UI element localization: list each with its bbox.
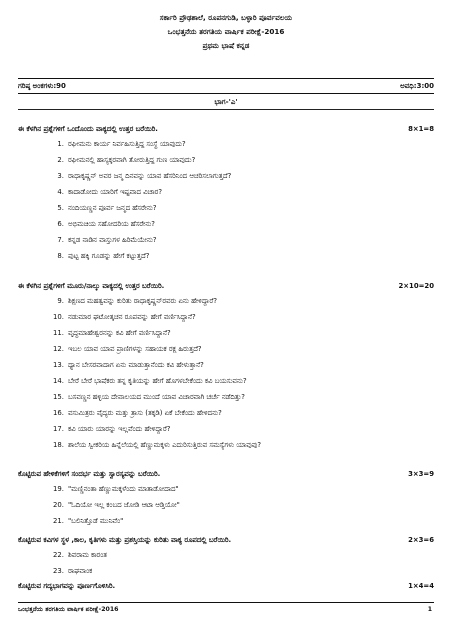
question-6: 6. ಅಭಿಮಚಿಯ ಸಹೋದರಿಯ ಹೆಸರೇನು? (57, 220, 155, 228)
part-label: ಭಾಗ-'ಎ' (214, 97, 238, 106)
question-19: 19. "ಮಣ್ಣಿನಂತಾ ಹೆಣ್ಣುಮಕ್ಕಳೆಂದು ಮಾತಾಡೋದಾದ" (53, 485, 179, 493)
question-23: 23. ರಾಘವಾಂಕ (53, 567, 93, 575)
question-22: 22. ಶಿವರಾಮ ಕಾರಂತ (53, 551, 107, 559)
section-5-title: ಕೊಟ್ಟಿರುವ ಗದ್ಯಭಾಗವನ್ನು ಪೂರ್ಣಗೊಳಿಸಿರಿ. (18, 582, 116, 590)
part-rule (18, 109, 434, 110)
section-5-heading (18, 582, 434, 591)
exam-title: ಒಂಭತ್ತನೆಯ ತರಗತಿಯ ವಾರ್ಷಿಕ ಪರೀಕ್ಷೆ-2016 (167, 27, 285, 36)
footer-rule (18, 602, 434, 603)
page-number: 1 (427, 606, 432, 613)
section-4-title: ಕೊಟ್ಟಿರುವ ಕವಿಗಳ ಸ್ಥಳ ,ಕಾಲ, ಕೃತಿಗಳು ಮತ್ತು ಪ್ರಶಸ್ತಿಯನ್ನು ಕುರಿತು ವಾಕ್ಯ ರೂಪದಲ್ಲಿ ಬರೆಯಿರಿ. (18, 536, 232, 544)
section-2-title: ಈ ಕೆಳಗಿನ ಪ್ರಶ್ನೆಗಳಿಗೆ ಮೂರು/ನಾಲ್ಕು ವಾಕ್ಯದಲ್ಲಿ ಉತ್ತರ ಬರೆಯಿರಿ. (18, 282, 165, 290)
question-17: 17. ಕವಿ ಯಾರು ಯಾರನ್ನು ಇಲ್ಲವೆಂದು ಹೇಳಿದ್ದಾರೆ? (53, 425, 171, 433)
question-21: 21. "ಬಲಿನಿತ್ತೊಡೆ ಮುನಿವೆಂ" (53, 517, 124, 525)
question-20: 20. "ಓದಿಯೋ ಇಲ್ಲ ಕಂಬದ ಜೋಡಿ ಆಟಾ ಆಡ್ತಿಯೋ" (53, 501, 180, 509)
section-1-marks: 8×1=8 (408, 125, 434, 133)
subject-title: ಪ್ರಥಮ ಭಾಷೆ ಕನ್ನಡ (202, 41, 250, 50)
question-5: 5. ನಂದಿಯಣ್ಣನ ಪೂರ್ವ ಜನ್ಮದ ಹೆಸರೇನು? (57, 204, 157, 212)
section-2-marks: 2×10=20 (398, 282, 434, 290)
header-rule-top (18, 78, 434, 79)
section-3-title: ಕೊಟ್ಟಿರುವ ಹೇಳಿಕೆಗಳಿಗೆ ಸಂದರ್ಭ ಮತ್ತು ಸ್ವಾರಸ್ಯವನ್ನು ಬರೆಯಿರಿ. (18, 470, 161, 478)
school-name: ಸರ್ಕಾರಿ ಪ್ರೌಢಶಾಲೆ, ರೂಪನಗುಡಿ, ಬಳ್ಳಾರಿ ಪೂರ್ವವಲಯ (159, 13, 293, 22)
duration: ಅವಧಿ:3:00 (400, 82, 434, 90)
question-18: 18. ಶಾಲೆಯ ಸ್ವೀಕರಿಯ ಹಿನ್ನೆಲೆಯಲ್ಲಿ ಹೆಣ್ಣುಮಕ್ಕಳು ಎದುರಿಸುತ್ತಿರುವ ಸಮಸ್ಯೆಗಳು ಯಾವುವು? (53, 441, 261, 449)
section-2-heading (18, 282, 434, 291)
question-4: 4. ಕಾದಾಡೋದು ಯಾರಿಗೆ ಇಷ್ಟವಾದ ವಿಚಾರ? (57, 188, 162, 196)
header-rule-bottom (18, 93, 434, 94)
question-2: 2. ರಘೀಮನಲ್ಲಿ ಹಾಸ್ಯಕ್ಕರವಾಗಿ ತೋರುತ್ತಿದ್ದ ಗುಣ ಯಾವುದು? (57, 156, 196, 164)
max-marks: ಗರಿಷ್ಠ ಅಂಕಗಳು:90 (18, 82, 66, 90)
section-4-heading (18, 536, 434, 545)
section-3-heading (18, 470, 434, 479)
question-1: 1. ರಘೀಮನು ಕಾರ್ಯ ನಿರ್ವಹಿಸುತ್ತಿದ್ದ ಸಂಸ್ಥೆ ಯಾವುದು? (57, 140, 186, 148)
question-13: 13. ಧ್ಯಾನ ಬೇಸರವಾದಾಗ ಏನು ಮಾಡುತ್ತಾನೆಂದು ಕವಿ ಹೇಳುತ್ತಾನೆ? (53, 361, 204, 369)
question-12: 12. ಇಬಲ ಯಾವ ಯಾವ ಪ್ರಾಣಿಗಳನ್ನು ಸಹಾಯಕ ರಕ್ಷ ಹಿರುತ್ತದೆ? (53, 345, 202, 353)
question-9: 9. ಶಿಕ್ಷಣದ ಮಹತ್ವವನ್ನು ಕುರಿತು ರಾಧಾಕೃಷ್ಣನ್‌ರವರು ಏನು ಹೇಳಿದ್ದಾರೆ? (57, 297, 218, 305)
section-1-heading (18, 125, 434, 134)
section-5-marks: 1×4=4 (408, 582, 434, 590)
section-4-marks: 2×3=6 (408, 536, 434, 544)
question-3: 3. ರಾಧಾಕೃಷ್ಣನ್ ಅವರ ಜನ್ಮ ದಿನವನ್ನು ಯಾವ ಹೆಸರಿನಿಂದ ಆಚರಿಸಲಾಗುತ್ತದೆ? (57, 172, 232, 180)
question-8: 8. ಪುಟ್ಟ ಹಕ್ಕಿ ಗೂಡನ್ನು ಹೇಗೆ ಕಟ್ಟುತ್ತದೆ? (57, 252, 150, 260)
question-11: 11. ವೃದ್ಧಮಾಹೇಶ್ವರನನ್ನು ಕವಿ ಹೇಗೆ ವರ್ಣಿಸಿದ್ದಾನೆ? (53, 329, 171, 337)
section-1-title: ಈ ಕೆಳಗಿನ ಪ್ರಶ್ನೆಗಳಿಗೆ ಒಂದೊಂದು ವಾಕ್ಯದಲ್ಲಿ ಉತ್ತರ ಬರೆಯಿರಿ. (18, 125, 158, 133)
question-16: 16. ವಸುಮಿತ್ರರು ವೈದ್ಯರು ಮತ್ತು ತ್ರಾಸು (ತಕ್ಕಡಿ) ಏಕೆ ಬೇಕೆಂದು ಹೇಳಿದನು? (53, 409, 222, 417)
footer-text: ಒಂಭತ್ತನೆಯ ತರಗತಿಯ ವಾರ್ಷಿಕ ಪರೀಕ್ಷೆ-2016 (18, 606, 119, 613)
question-15: 15. ಬಸವಣ್ಣನ ಹಳ್ಳಿಯ ದೇವಾಲಯದ ಮುಂದೆ ಯಾವ ವಿಚಾರವಾಗಿ ಚರ್ಚೆ ನಡೆದಿತ್ತು? (53, 393, 245, 401)
question-10: 10. ನಡುಮಾರ ಘಟೋತ್ಕಚನ ರೂಪವನ್ನು ಹೇಗೆ ವರ್ಣಿಸಿದ್ದಾನೆ? (53, 313, 196, 321)
question-14: 14. ಬೇರೆ ಬೇರೆ ಭಾಷೆಕರು ತನ್ನ ಕೃತಿಯನ್ನು ಹೇಗೆ ಹೊಗಳಬೇಕೆಂದು ಕವಿ ಬಯಸುವನು? (53, 377, 247, 385)
question-7: 7. ಕನ್ನಡ ನಾಡಿನ ವಾಸ್ತುಗಳ ಹಿರಿಮೆಯೇನು? (57, 236, 157, 244)
section-3-marks: 3×3=9 (408, 470, 434, 478)
